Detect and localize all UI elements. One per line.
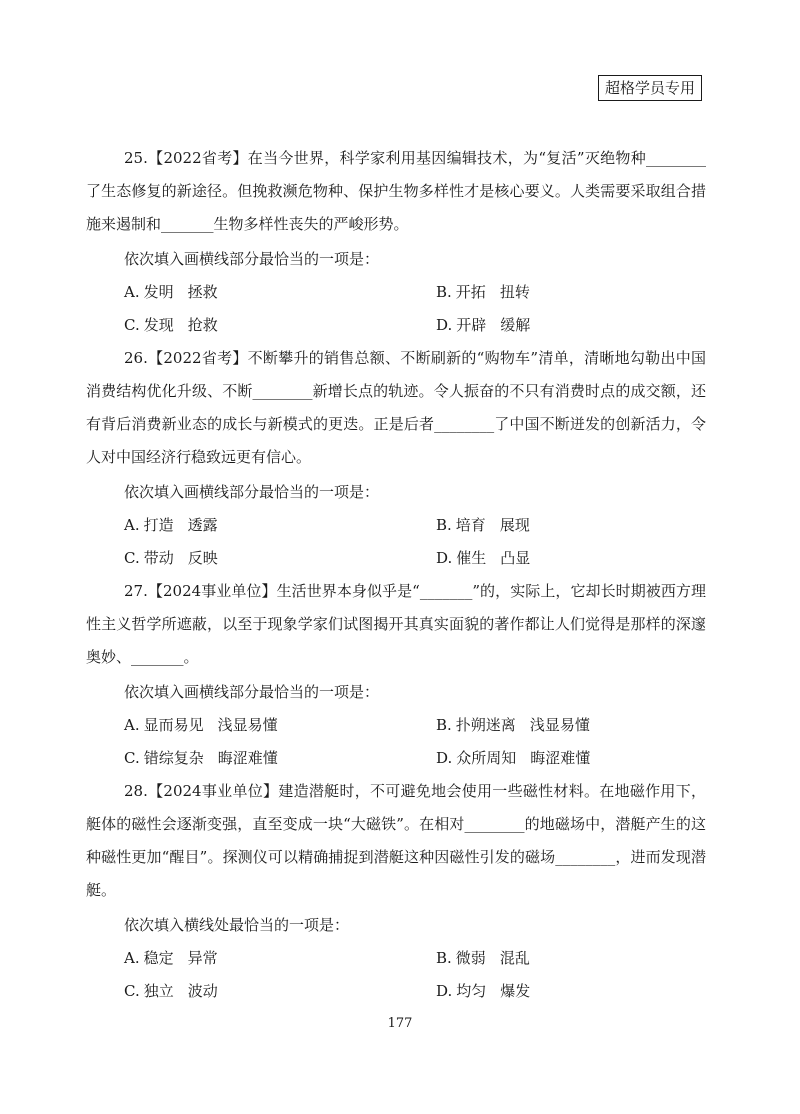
option-word-2: 凸显 <box>500 549 531 567</box>
option-word-1: 微弱 <box>455 949 486 967</box>
option-letter: A. <box>124 283 140 301</box>
option-word-1: 开辟 <box>456 316 487 334</box>
option-letter: A. <box>124 516 140 534</box>
option-word-1: 催生 <box>456 549 487 567</box>
question-prompt: 依次填入横线处最恰当的一项是： <box>124 916 350 934</box>
option-word-2: 抢救 <box>187 316 218 334</box>
option-word-2: 展现 <box>499 516 530 534</box>
question-27 <box>86 575 706 775</box>
option-word-1: 带动 <box>143 549 174 567</box>
option-letter: C. <box>124 749 140 767</box>
question-source: 【2022省考】 <box>147 149 248 167</box>
option-word-1: 发现 <box>143 316 174 334</box>
option-letter: A. <box>124 716 140 734</box>
option-word-2: 反映 <box>187 549 218 567</box>
option-letter: B. <box>436 949 452 967</box>
option-letter: D. <box>436 316 453 334</box>
option-letter: B. <box>436 283 452 301</box>
question-28 <box>86 775 706 1008</box>
question-25 <box>86 142 706 342</box>
option-word-1: 开拓 <box>455 283 486 301</box>
option-word-2: 晦涩难懂 <box>530 749 591 767</box>
option-word-1: 错综复杂 <box>143 749 204 767</box>
option-d[interactable] <box>436 975 706 1008</box>
option-word-2: 浅显易懂 <box>217 716 278 734</box>
option-letter: B. <box>436 516 452 534</box>
option-word-1: 均匀 <box>456 982 487 1000</box>
question-text <box>86 775 706 907</box>
option-word-1: 稳定 <box>143 949 174 967</box>
option-word-2: 浅显易懂 <box>529 716 590 734</box>
question-body: 生活世界本身似乎是“_______”的，实际上，它却长时期被西方理性主义哲学所遮蔽，以至于现象学家们试图揭开其真实面貌的著作都让人们觉得是那样的深邃奥妙、_______。 <box>86 582 706 666</box>
question-list <box>86 142 706 1008</box>
option-b[interactable] <box>436 709 706 742</box>
option-word-2: 爆发 <box>500 982 531 1000</box>
question-text <box>86 575 706 674</box>
option-word-2: 缓解 <box>500 316 531 334</box>
option-word-1: 众所周知 <box>456 749 517 767</box>
option-letter: B. <box>436 716 452 734</box>
option-word-2: 扭转 <box>499 283 530 301</box>
options-list <box>124 509 706 575</box>
option-letter: C. <box>124 549 140 567</box>
option-a[interactable] <box>124 276 436 309</box>
option-d[interactable] <box>436 542 706 575</box>
option-word-2: 晦涩难懂 <box>217 749 278 767</box>
option-word-1: 打造 <box>143 516 174 534</box>
option-word-1: 培育 <box>455 516 486 534</box>
option-b[interactable] <box>436 509 706 542</box>
option-letter: C. <box>124 316 140 334</box>
options-list <box>124 276 706 342</box>
question-source: 【2024事业单位】 <box>147 582 277 600</box>
option-letter: D. <box>436 749 453 767</box>
question-prompt: 依次填入画横线部分最恰当的一项是： <box>124 483 380 501</box>
option-word-2: 波动 <box>187 982 218 1000</box>
option-b[interactable] <box>436 276 706 309</box>
page-number: 177 <box>387 1016 413 1031</box>
option-d[interactable] <box>436 742 706 775</box>
option-c[interactable] <box>124 742 436 775</box>
question-source: 【2024事业单位】 <box>147 782 279 800</box>
question-number: 26. <box>124 349 148 367</box>
option-letter: A. <box>124 949 140 967</box>
option-d[interactable] <box>436 309 706 342</box>
question-number: 27. <box>124 582 148 600</box>
option-letter: D. <box>436 982 453 1000</box>
option-word-1: 发明 <box>143 283 174 301</box>
option-letter: C. <box>124 982 140 1000</box>
option-word-1: 独立 <box>143 982 174 1000</box>
option-c[interactable] <box>124 309 436 342</box>
options-list <box>124 709 706 775</box>
option-c[interactable] <box>124 542 436 575</box>
options-list <box>124 942 706 1008</box>
question-text <box>86 342 706 474</box>
option-a[interactable] <box>124 709 436 742</box>
question-26 <box>86 342 706 575</box>
question-prompt: 依次填入画横线部分最恰当的一项是： <box>124 683 380 701</box>
question-text <box>86 142 706 241</box>
option-word-1: 扑朔迷离 <box>455 716 516 734</box>
option-a[interactable] <box>124 509 436 542</box>
option-c[interactable] <box>124 975 436 1008</box>
header-badge: 超格学员专用 <box>598 75 702 101</box>
option-word-2: 混乱 <box>499 949 530 967</box>
option-letter: D. <box>436 549 453 567</box>
question-source: 【2022省考】 <box>147 349 248 367</box>
question-number: 28. <box>124 782 148 800</box>
question-prompt: 依次填入画横线部分最恰当的一项是： <box>124 250 380 268</box>
option-a[interactable] <box>124 942 436 975</box>
option-word-1: 显而易见 <box>143 716 204 734</box>
question-body: 建造潜艇时，不可避免地会使用一些磁性材料。在地磁作用下，艇体的磁性会逐渐变强，直至变成一块“大磁铁”。在相对________的地磁场中，潜艇产生的这种磁性更加“醒目”。探测仪可以精确捕捉到潜艇这种因磁性引发的磁场________，进而发现潜艇。 <box>86 782 706 899</box>
question-number: 25. <box>124 149 148 167</box>
option-word-2: 拯救 <box>187 283 218 301</box>
question-body: 不断攀升的销售总额、不断刷新的“购物车”清单，清晰地勾勒出中国消费结构优化升级、不断________新增长点的轨迹。令人振奋的不只有消费时点的成交额，还有背后消费新业态的成长与新模式的更迭。正是后者________了中国不断迸发的创新活力，令人对中国经济行稳致远更有信心。 <box>86 349 706 466</box>
option-word-2: 异常 <box>187 949 218 967</box>
option-b[interactable] <box>436 942 706 975</box>
question-body: 在当今世界，科学家利用基因编辑技术，为“复活”灭绝物种________了生态修复的新途径。但挽救濒危物种、保护生物多样性才是核心要义。人类需要采取组合措施来遏制和_______生物多样性丧失的严峻形势。 <box>86 149 706 233</box>
option-word-2: 透露 <box>187 516 218 534</box>
